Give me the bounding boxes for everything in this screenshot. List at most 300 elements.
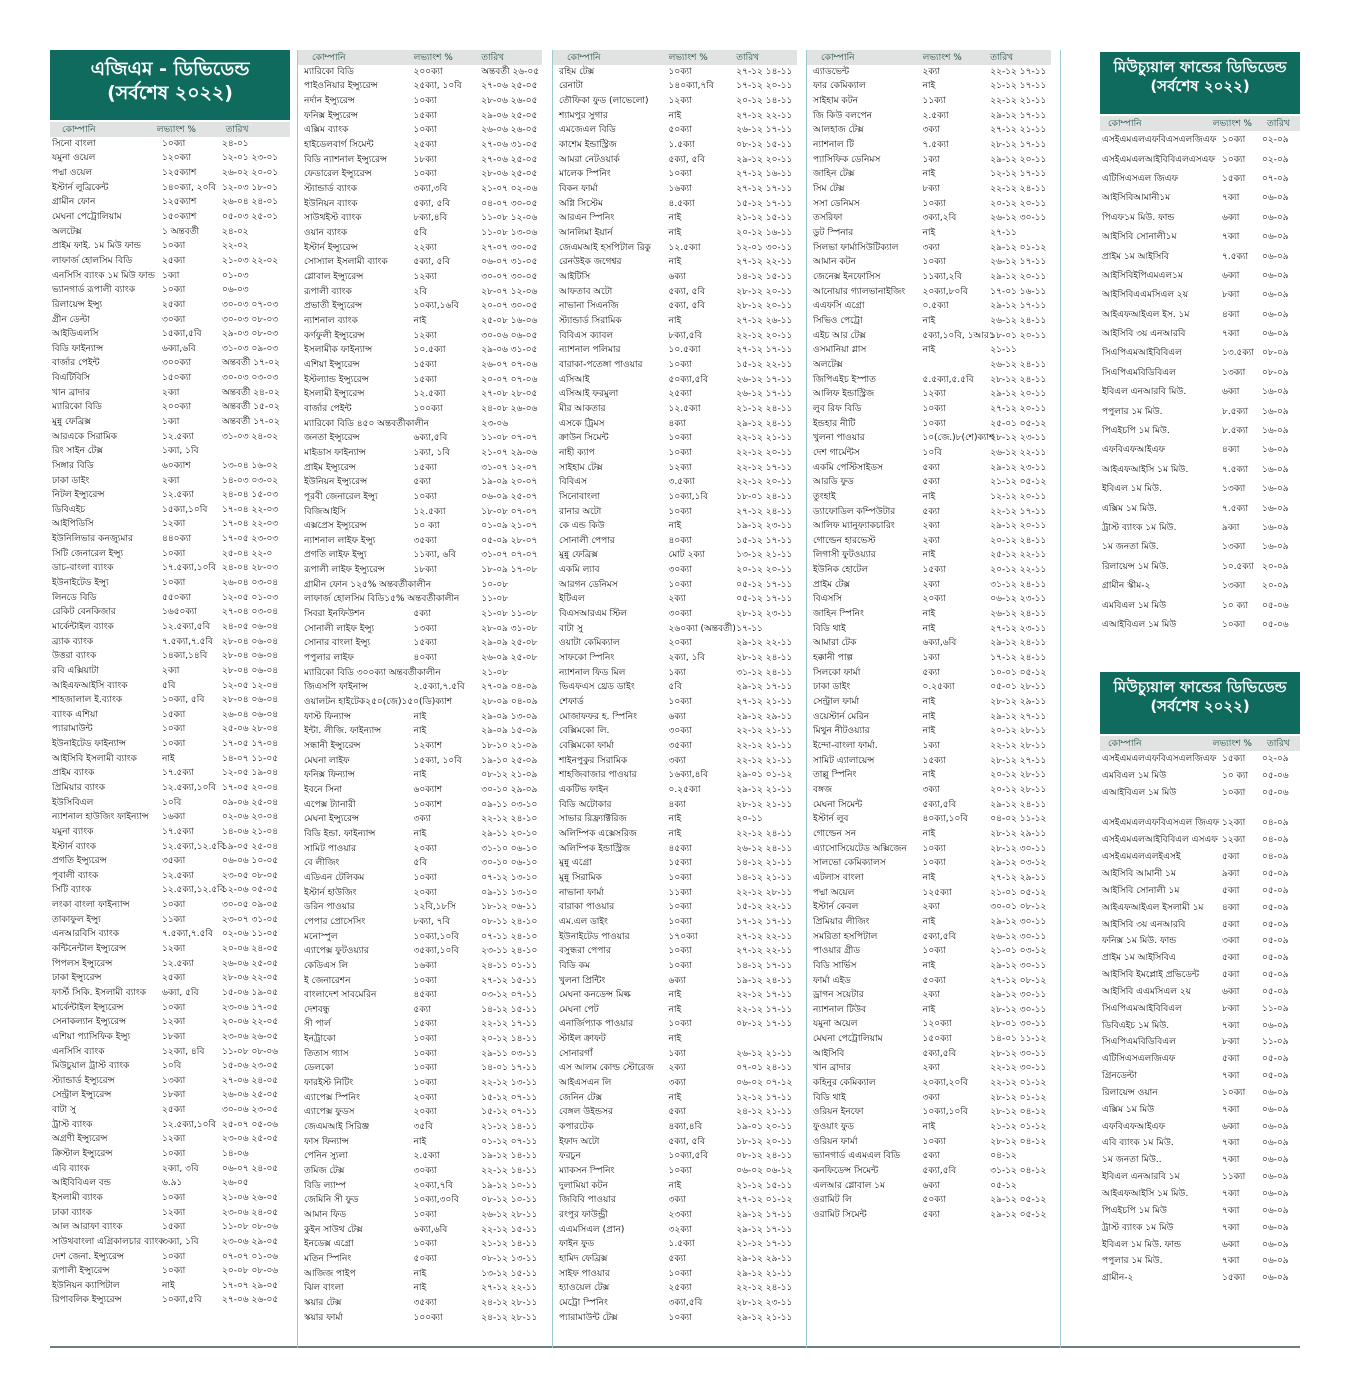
dividend-value: ১৫ক্যা [413, 110, 437, 121]
record-date: ২২-১২ ২০-১১ [736, 447, 793, 458]
header-company: কোম্পানি [1108, 739, 1142, 749]
dividend-value: ১৭০ক্যা [668, 931, 698, 942]
dividend-value: মোট ২ক্যা [668, 550, 705, 561]
table-row [298, 1135, 542, 1150]
company-name: প্রগতি ইন্স্যুরেন্স [52, 856, 107, 867]
header-dividend: লভ্যাংশ % [156, 125, 196, 135]
table-row [807, 622, 1051, 637]
company-name: ইউনাইটেড পাওয়ার [559, 931, 630, 942]
dividend-value: ১০ক্যা [668, 1312, 692, 1323]
dividend-value: ৫ক্যা [1222, 919, 1240, 930]
table-row [807, 651, 1051, 666]
dividend-value: ৫বি [413, 858, 427, 869]
table-row [50, 518, 290, 533]
record-date: ৩০-০৫ ০৯-০৫ [222, 900, 279, 911]
table-row [553, 974, 797, 989]
dividend-value: নাই [922, 345, 936, 356]
table-row [1100, 967, 1300, 984]
company-name: লাফার্জ হোলসিম বিডি১৫% অন্তবর্তীকালীন [304, 594, 460, 605]
table-row [553, 856, 797, 871]
record-date: ০৮-০৯ [1262, 367, 1289, 378]
company-name: ইবিএল ১ম মিউ. [1102, 484, 1162, 495]
record-date: ২৮-০৬ ২৫-০৫ [481, 169, 538, 180]
dividend-value: ২০০ক্যা [413, 66, 443, 77]
company-name: ইসলামী ইন্স্যুরেন্স [304, 389, 365, 400]
col3-header-row [553, 50, 797, 65]
dividend-value: ২ক্যা [922, 579, 940, 590]
record-date: ০২-০৯ [1262, 135, 1289, 146]
record-date: ০৩-১২ ০৭-১১ [481, 990, 538, 1001]
dividend-value: ১২বি,১৮সি [413, 902, 456, 913]
header-company: কোম্পানি [821, 53, 855, 63]
record-date: ০৮-০৯ [1262, 348, 1289, 359]
table-row [1100, 131, 1300, 150]
dividend-value: ১৩ক্যা [162, 1075, 186, 1086]
company-name: ড্যাফোডিল কম্পিউটার [813, 506, 896, 517]
dividend-value: ২০ক্যা,৭বি [413, 1180, 454, 1191]
record-date: ২০-১২ ২৮-১১ [990, 770, 1047, 781]
company-name: প্যাসিফিক ডেনিমস [813, 154, 881, 165]
table-row [298, 593, 542, 608]
record-date: ২৩-০৫ ০৮-০৫ [222, 870, 279, 881]
mf1-header-row [1100, 116, 1300, 131]
mf1-title: মিউচ্যুয়াল ফান্ডের ডিভিডেন্ড [1113, 58, 1287, 76]
table-row [50, 679, 290, 694]
table-row [298, 666, 542, 681]
company-name: দেশবন্ধু [304, 1004, 330, 1015]
company-name: আইসিবি ৩য় এনআরবি [1102, 919, 1186, 930]
record-date: ০৫-১২ ১৭-১১ [736, 579, 793, 590]
record-date: ৩১-০৭ ১২-০৭ [481, 462, 538, 473]
record-date: ২৭-১২ ২২-১১ [736, 931, 793, 942]
record-date: ১৬-০৯ [1262, 387, 1289, 398]
company-name: কহিনুর কেমিক্যাল [813, 1078, 876, 1089]
record-date: ২২-১২ ২১-১১ [736, 741, 793, 752]
table-row [1100, 751, 1300, 768]
record-date: ০৫-০৯ [1262, 919, 1289, 930]
record-date: ০৫-০৬ [1262, 619, 1289, 630]
dividend-value: ৪৫ক্যা [413, 990, 437, 1001]
table-row [1100, 170, 1300, 189]
company-name: ইউনিক হোটেল [813, 565, 869, 576]
record-date: ২০-১২ ২৪-১১ [990, 535, 1047, 546]
company-name: তসরিফা [813, 213, 843, 224]
company-name: রিপাবলিক ইন্স্যুরেন্স [52, 1295, 122, 1306]
record-date: ১৫-১২ ১৭-১১ [736, 198, 793, 209]
table-row [1100, 866, 1300, 883]
dividend-value: ৭ক্যা [1222, 1104, 1240, 1115]
company-name: ঢাকা ডাইং [813, 682, 851, 693]
record-date: ১৯-১২ ২৪-১১ [736, 975, 793, 986]
header-dividend: লভ্যাংশ % [922, 53, 962, 63]
record-date: ২৬-১২ ২৪-১১ [990, 609, 1047, 620]
company-name: এমজেএল বিডি [559, 125, 616, 136]
record-date: ২৬-১২ ২২-১১ [990, 447, 1047, 458]
record-date: ২৬-০৬ ২৬-০৫ [481, 125, 538, 136]
company-name: এফবিএফআইএফ [1102, 445, 1166, 456]
dividend-value: ২.৫ক্যা,৭.৫বি [413, 682, 465, 693]
table-row [298, 461, 542, 476]
company-name: ইনডেক্স এগ্রো [304, 1239, 354, 1250]
company-name: রিলায়েন্স ওয়ান [1102, 1087, 1158, 1098]
dividend-value: ৩.৫ক্যা [668, 477, 695, 488]
record-date: ২৭-০৮ ২৮-০৫ [481, 389, 538, 400]
table-row [807, 725, 1051, 740]
dividend-value: ১৬ক্যা,৪বি [668, 770, 709, 781]
record-date: ২২-১২ ১৫-১১ [481, 1224, 538, 1235]
record-date: ০৬-০৯ [1262, 1239, 1289, 1250]
company-name: সন্ধানী ইন্স্যুরেন্স [304, 741, 361, 752]
company-name: ন্যাশনাল পলিমার [559, 345, 621, 356]
record-date: ০৬-০৯ [1262, 1273, 1289, 1284]
record-date: ২৭-০৬ ৩১-০৫ [481, 140, 538, 151]
company-name: প্রাইম ১ম আইসিবি [1102, 251, 1169, 262]
table-row [1100, 1018, 1300, 1035]
dividend-value: ১৩.৫ক্যা [1222, 348, 1254, 359]
dividend-value: ১০ক্যা,৫বি [162, 1295, 202, 1306]
company-name: গোল্ডেন হারভেস্ট [813, 535, 876, 546]
dividend-value: ১১ক্যা, ৬বি [413, 550, 456, 561]
dividend-value: ৭ক্যা [1222, 1155, 1240, 1166]
company-name: শ্যামপুর সুগার [559, 110, 608, 121]
dividend-value: ৫ক্যা, ৫বি [413, 257, 451, 268]
table-row [298, 900, 542, 915]
company-name: বিডি থাই [813, 1092, 846, 1103]
record-date: ২৭-১২ ১৬-১১ [736, 169, 793, 180]
dividend-value: ২ক্যা [922, 902, 940, 913]
table-row [553, 886, 797, 901]
record-date: ২৮-০১ ৩০-১১ [990, 1019, 1047, 1030]
company-name: আইসিবি সোনালী ১ম [1102, 885, 1180, 896]
dividend-value: ১০ক্যা [162, 739, 186, 750]
table-row [553, 725, 797, 740]
table-row [50, 767, 290, 782]
record-date: ২৬-০৬ ২৫-০৫ [222, 958, 279, 969]
table-row [807, 1164, 1051, 1179]
table-row [1100, 577, 1300, 596]
company-name: ম্যারিকো বিডি [52, 402, 102, 413]
table-row [553, 373, 797, 388]
dividend-value: ১১ক্যা [922, 96, 946, 107]
record-date: ১৫-১২ ১৭-১১ [736, 535, 793, 546]
record-date: ১৯-১০ ২৫-০৯ [481, 755, 538, 766]
company-name: কন্টিনেন্টাল ইন্স্যুরেন্স [52, 944, 127, 955]
table-row [298, 329, 542, 344]
record-date: ২৮-০৪ ০৬-০৪ [222, 665, 279, 676]
table-row [807, 593, 1051, 608]
record-date: ২৫-০৪ ২২-০ [222, 548, 273, 559]
table-row [553, 1062, 797, 1077]
table-row [298, 1238, 542, 1253]
table-row [553, 607, 797, 622]
table-row [807, 256, 1051, 271]
dividend-value: ৪৪০ক্যা [162, 534, 192, 545]
record-date: ২৯-১২ ২৯-১১ [736, 711, 793, 722]
table-row [807, 343, 1051, 358]
company-name: এসকে ট্রিমস [559, 418, 605, 429]
dividend-value: ১ অন্তবর্তী [162, 226, 200, 237]
record-date: ১৬-০৯ [1262, 464, 1289, 475]
company-name: এনসিসি ব্যাংক ১ম মিউ ফান্ড [52, 270, 155, 281]
table-row [807, 314, 1051, 329]
table-row [298, 563, 542, 578]
table-row [807, 226, 1051, 241]
dividend-value: নাই [922, 697, 936, 708]
dividend-value: ১০ক্যা [922, 858, 946, 869]
table-row [553, 256, 797, 271]
table-row [807, 783, 1051, 798]
table-row [298, 241, 542, 256]
company-name: ড্রাগন সয়েটার [813, 990, 864, 1001]
record-date: ২৯-০১ ০১-১২ [736, 770, 793, 781]
company-name: ইনট্রাকো [304, 1034, 336, 1045]
record-date: ০৫-০৬ [1262, 600, 1289, 611]
company-name: রিং সাইন টেক্স [52, 446, 103, 457]
dividend-value: ২ক্যা [162, 475, 180, 486]
table-row [1100, 499, 1300, 518]
table-row [1100, 364, 1300, 383]
dividend-value: নাই [668, 990, 682, 1001]
record-date: ১৭-১২ ২৪-১১ [990, 653, 1047, 664]
record-date: ১৫-০৬ ১৯-০৫ [222, 987, 279, 998]
record-date: ০৭-১১ ২৪-১০ [481, 931, 538, 942]
table-row [50, 239, 290, 254]
table-row [553, 1238, 797, 1253]
dividend-value: ২০ক্যা [413, 1107, 437, 1118]
record-date: ২৬-০২ ২০-০১ [222, 168, 279, 179]
record-date: ১৪-০৭ ১১-০৫ [222, 753, 279, 764]
dividend-value: ২৫ক্যা [668, 389, 692, 400]
company-name: পাওয়ার গ্রীড [813, 946, 861, 957]
table-row [553, 944, 797, 959]
company-name: অগ্রণী ইন্স্যুরেন্স [52, 1134, 108, 1145]
company-name: বাংলাদেশ সাবমেরিন [304, 990, 377, 1001]
company-name: ১ম জনতা মিউ. [1102, 542, 1159, 553]
record-date: ২২-১২ ১৭-১১ [990, 506, 1047, 517]
table-row [553, 182, 797, 197]
table-row [553, 915, 797, 930]
dividend-value: ১২ক্যা [162, 1207, 186, 1218]
company-name: স্কয়ার টেক্স [304, 1297, 342, 1308]
dividend-value: ৫০ক্যা [413, 1253, 437, 1264]
record-date: ২৫-০৬ ২৮-০৪ [222, 724, 279, 735]
record-date: ১৭-০১ ১৬-১১ [990, 286, 1047, 297]
table-row [50, 986, 290, 1001]
company-name: সিটি জেনারেল ইন্স্যু [52, 548, 124, 559]
record-date: ২৩-০৬ ১৭-০৫ [222, 1002, 279, 1013]
company-name: ইস্টার্ন ইন্স্যুরেন্স [304, 242, 358, 253]
table-row [807, 153, 1051, 168]
dividend-value: ৭ক্যা [1222, 1256, 1240, 1267]
company-name: এ্যাপেক্স ফুডস [304, 1107, 355, 1118]
company-name: ডরিন পাওয়ার [304, 902, 355, 913]
company-name: মালেক স্পিনিং [559, 169, 611, 180]
record-date: ২৮-১২ ২১-১১ [736, 799, 793, 810]
record-date: ১৬-০৯ [1262, 484, 1289, 495]
company-name: নাহী ক্যাপ [559, 447, 595, 458]
record-date: ২৯-১২ ০৫-১২ [990, 1195, 1047, 1206]
table-row [298, 1179, 542, 1194]
company-name: ব্যাংক এশিয়া [52, 709, 98, 720]
table-row [298, 138, 542, 153]
company-name: স্টাইল ক্রাফট [559, 1034, 606, 1045]
dividend-value: নাই [922, 916, 936, 927]
company-name: ন্যাশনাল ব্যাংক [304, 315, 358, 326]
record-date: ০১-১২ ০৭-১১ [481, 1136, 538, 1147]
record-date: ২৬-০৪ ০৬-০৪ [222, 709, 279, 720]
company-name: বিকন ফার্মা [559, 184, 598, 195]
table-row [807, 930, 1051, 945]
dividend-value: ৬ক্যা, ৫বি [162, 987, 199, 998]
table-row [807, 695, 1051, 710]
record-date: ১৪-০৬ [222, 1149, 249, 1160]
company-name: সিবরা ইনফিউশন [304, 609, 365, 620]
record-date: ১১-০৯ [1262, 1037, 1289, 1048]
company-name: দেশ জেনা. ইন্স্যুরেন্স [52, 1251, 124, 1262]
company-name: দুলামিয়া কটন [559, 1180, 608, 1191]
company-name: ইস্টার্ন লুব্রিকেন্ট [52, 182, 109, 193]
dividend-value: ১০বি [922, 447, 942, 458]
record-date: ৩১-১২ ০৪-১২ [990, 1166, 1047, 1177]
table-row [553, 651, 797, 666]
company-name: মেঘনা পেট্রোলিয়াম [52, 212, 122, 223]
dividend-value: ১০০ক্যা [413, 1312, 443, 1323]
table-row [50, 181, 290, 196]
company-name: এক্সপ্রেস ইন্স্যুরেন্স [304, 521, 367, 532]
table-row [553, 1252, 797, 1267]
table-row [553, 1120, 797, 1135]
company-name: ইউনাইটেড ইন্স্যু [52, 578, 109, 589]
table-row [298, 490, 542, 505]
company-name: পিএইচপি ১ম মিউ. [1102, 426, 1170, 437]
dividend-value: ১৫ক্যা [413, 462, 437, 473]
table-row [1100, 883, 1300, 900]
table-row [298, 915, 542, 930]
company-name: রেনউইক জগেশ্বর [559, 257, 622, 268]
record-date: ২৯-১২ ২১-১১ [736, 1268, 793, 1279]
table-row [807, 842, 1051, 857]
company-name: গ্রীন ডেল্টা [52, 314, 90, 325]
record-date: ১১-০৮ [481, 594, 509, 605]
dividend-value: ৮ক্যা,৪বি [413, 213, 448, 224]
dividend-value: নাই [668, 257, 682, 268]
dividend-value: ৮ক্যা [1222, 1003, 1240, 1014]
dividend-value: ১৫ক্যা, ১০বি [413, 755, 462, 766]
company-name: স্ট্যান্ডার্ড ব্যাংক [304, 184, 358, 195]
table-row [1100, 267, 1300, 286]
record-date: ০৬-০৯ [1262, 1138, 1289, 1149]
dividend-value: ১০ক্যাশ [413, 799, 443, 810]
table-row [553, 387, 797, 402]
dividend-value: নাই [922, 1004, 936, 1015]
table-row [298, 256, 542, 271]
record-date: ২৭-১২ ২২-১১ [481, 1283, 538, 1294]
dividend-value: ১৫ক্যা,১০বি [162, 504, 208, 515]
dividend-value: ১০ক্যা [668, 946, 692, 957]
company-name: মেট্রো স্পিনিং [559, 1297, 608, 1308]
dividend-value: ১৭.৫ক্যা,১০বি [162, 563, 217, 574]
dividend-value: ০.৫ক্যা [922, 301, 949, 312]
dividend-value: ১০ক্যা [668, 1166, 692, 1177]
dividend-value: ৬ক্যা [1222, 270, 1240, 281]
table-row [298, 1208, 542, 1223]
company-name: সিম টেক্স [813, 184, 845, 195]
dividend-value: ২০ক্যা,৮০বি [922, 286, 968, 297]
table-row [298, 1267, 542, 1282]
dividend-value: ২৫ক্যা [162, 1105, 186, 1116]
company-name: এনার্জিপ্যাক পাওয়ার [559, 1019, 634, 1030]
record-date: ৩০-০৬ ২৩-০৫ [222, 1105, 279, 1116]
table-row [553, 900, 797, 915]
record-date: ১২-০১ ২৩-০১ [222, 153, 279, 164]
table-row [1100, 1169, 1300, 1186]
table-row [298, 270, 542, 285]
company-name: ইসলামী ব্যাংক [52, 1192, 103, 1203]
table-row [807, 168, 1051, 183]
company-name: ট্রাস্ট ব্যাংক [52, 1119, 93, 1130]
company-name: এটলাস বাংলা [813, 872, 864, 883]
table-row [1100, 209, 1300, 228]
mf2-subtitle: (সর্বশেষ ২০২২) [1150, 696, 1250, 715]
table-row [298, 607, 542, 622]
record-date: ২৭-১২ ১৭-১১ [736, 345, 793, 356]
table-row [553, 1018, 797, 1033]
table-row [1100, 768, 1300, 785]
dividend-value: নাই [922, 609, 936, 620]
table-row [50, 1133, 290, 1148]
company-name: আলিফ ম্যানুফ্যাকচারিং [813, 521, 895, 532]
table-row [50, 1089, 290, 1104]
company-name: সিএপিএমবিডিবিএল [1102, 367, 1176, 378]
table-row [1100, 247, 1300, 266]
record-date: ২৬-১২ ৩০-১১ [990, 213, 1047, 224]
dividend-value: ১০ক্যা [668, 506, 692, 517]
table-row [50, 752, 290, 767]
table-row [807, 285, 1051, 300]
table-row [298, 505, 542, 520]
table-row [1100, 306, 1300, 325]
company-name: ডিবিএইচ [52, 504, 86, 515]
company-name: সাউথবাংলা এগ্রিকালচার ব্যাংক [52, 1236, 165, 1247]
dividend-value: ১০ক্যা,১৬বি [413, 301, 459, 312]
record-date: ২৯-১২ ২২-১১ [736, 638, 793, 649]
dividend-value: ১০ক্যা [413, 1034, 437, 1045]
company-name: সিএপিএমবিডিবিএল [1102, 1037, 1176, 1048]
company-name: ইন্ডহার নীটি [813, 418, 856, 429]
company-name: তাল্লু স্পিনিং [813, 770, 857, 781]
company-name: ইউনিয়ন ইন্স্যুরেন্স [304, 477, 368, 488]
dividend-value: ৩০ক্যা [413, 1166, 437, 1177]
company-name: লিনডে বিডি [52, 592, 97, 603]
record-date: ১৯-০৯ ২০-০৭ [481, 477, 538, 488]
company-name: আইসিবি [813, 1048, 845, 1059]
dividend-value: ১০ক্যা [162, 138, 186, 149]
dividend-value: ১২.৫ক্যা,১০বি [162, 783, 217, 793]
company-name: সিনোবাংলা [559, 491, 600, 502]
dividend-value: ৫০ক্যা,৫বি [668, 374, 709, 385]
table-row [1100, 150, 1300, 169]
dividend-value: ৫ক্যা [1222, 852, 1240, 863]
table-row [50, 1162, 290, 1177]
table-row [298, 431, 542, 446]
dividend-value: নাই [668, 228, 682, 239]
table-row [298, 842, 542, 857]
company-name: অলটেক্স [52, 226, 82, 237]
company-name: এম.এল ডাইং [559, 916, 608, 927]
table-row [553, 930, 797, 945]
dividend-value: ১০ক্যা,১বি [668, 491, 709, 502]
record-date: ২১-১২ ১৫-১১ [736, 1180, 793, 1191]
